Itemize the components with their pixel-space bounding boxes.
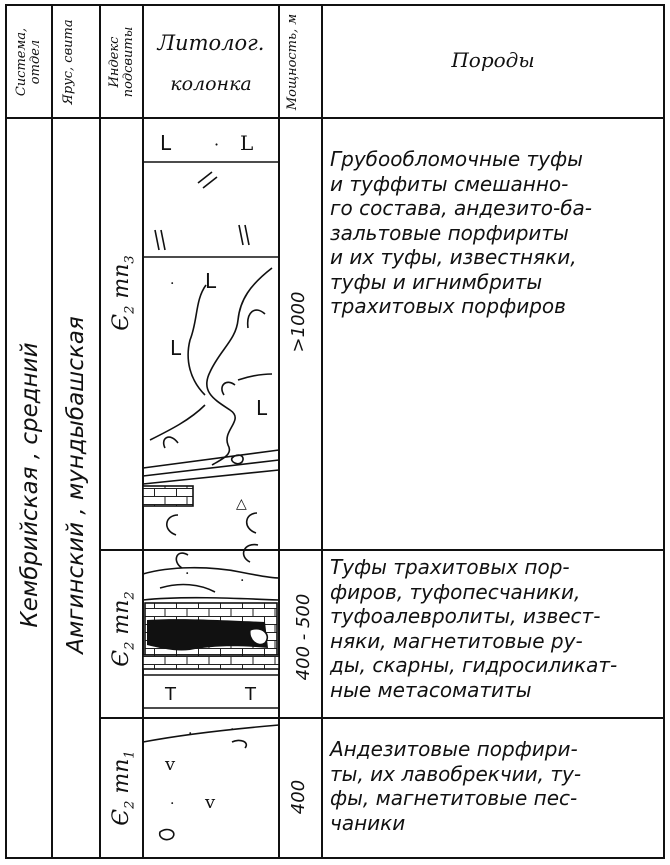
lithology-header-line2: колонка: [170, 73, 252, 95]
header-system-section: Система, отдел: [14, 27, 43, 97]
svg-text:T: T: [245, 684, 256, 705]
system-value: Кембрийская , средний: [17, 342, 43, 628]
svg-text:L: L: [205, 269, 217, 293]
svg-text:·: ·: [240, 573, 245, 589]
svg-text:·: ·: [170, 796, 175, 812]
lithology-middle-unit: [143, 545, 279, 708]
stage-value: Амгинский , мундыбашская: [63, 316, 89, 654]
unit-thickness-mn2: 400 - 500: [293, 593, 314, 681]
header-rocks: Породы: [451, 48, 535, 72]
header-subsuite-index: Индекс подсвиты: [107, 26, 136, 98]
unit-index-mn2: $Є_2$ $mn_2$: [109, 591, 138, 667]
svg-text:L: L: [240, 131, 254, 155]
svg-text:v: v: [165, 754, 176, 775]
svg-text:L: L: [160, 131, 172, 155]
rocks-description-mn3: Грубообломочные туфы и туффиты смешанно- го состава, андезито-ба- зальтовые порфириты и их туфы, известняки, туфы и игнимбриты трахитовых порфиров: [330, 147, 593, 318]
table-grid: [6, 5, 664, 858]
rocks-description-mn1: Андезитовые порфири- ты, их лавобрекчии, ту- фы, магнетитовые пес- чаники: [330, 737, 582, 835]
unit-thickness-mn3: >1000: [288, 291, 309, 353]
lithology-header-line1: Литолог.: [157, 31, 265, 55]
svg-text:·: ·: [230, 722, 235, 738]
svg-text:·: ·: [170, 276, 175, 292]
svg-text:·: ·: [188, 726, 193, 742]
svg-text:·: ·: [185, 566, 190, 582]
svg-text:△: △: [236, 496, 247, 512]
lithology-lower-unit: [143, 722, 279, 840]
svg-text:L: L: [256, 396, 268, 420]
svg-text:v: v: [205, 792, 216, 813]
unit-index-mn3: $Є_2$ $mn_3$: [109, 255, 138, 331]
header-thickness: Мощность, м: [285, 13, 300, 111]
svg-text:L: L: [170, 336, 182, 360]
unit-index-mn1: $Є_2$ $mn_1$: [109, 750, 138, 826]
lithology-upper-unit: [143, 131, 279, 535]
svg-text:T: T: [165, 684, 176, 705]
rocks-description-mn2: Туфы трахитовых пор- фиров, туфопесчаники, туфоалевролиты, извест- няки, магнетитовые ру- ды, скарны, гидросиликат- ные метасоматиты: [330, 555, 618, 702]
header-stage-suite: Ярус, свита: [61, 19, 76, 105]
lithology-column-graphics: [143, 131, 279, 840]
svg-text:·: ·: [214, 135, 220, 154]
unit-thickness-mn1: 400: [288, 779, 309, 815]
